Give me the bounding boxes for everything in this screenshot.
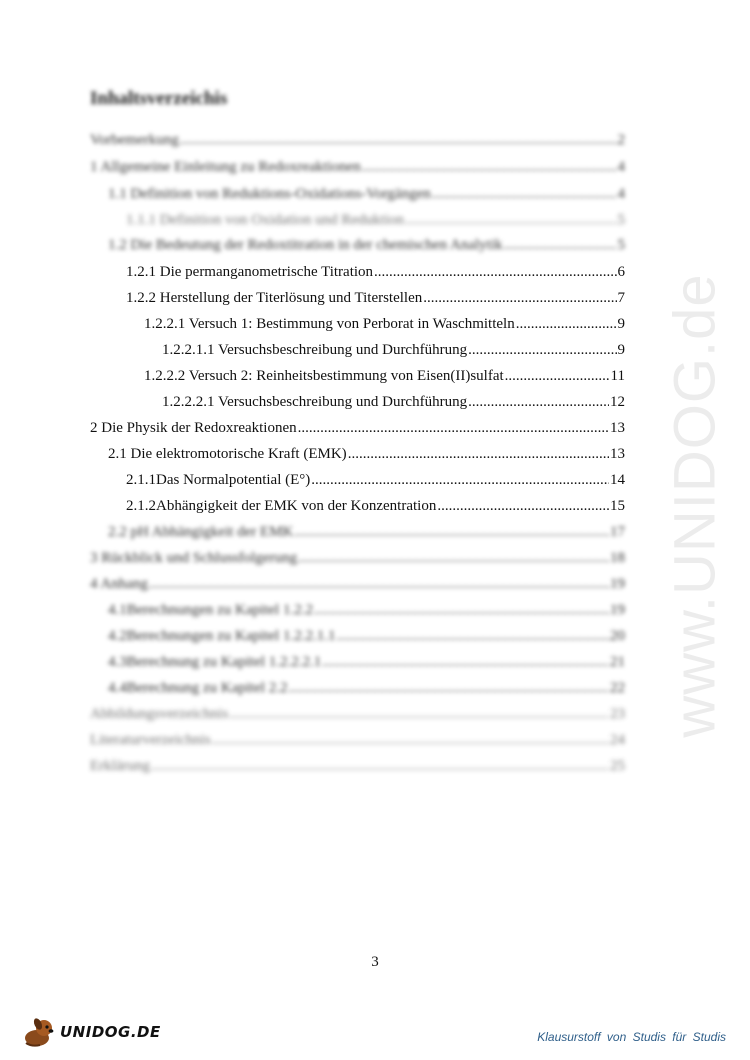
toc-entry[interactable]: Abbildungsverzeichnis ..... 23 xyxy=(90,705,625,723)
toc-entry[interactable]: 1.1.1 Definition von Oxidation und Reduktion ..... 5 xyxy=(126,211,625,229)
toc-entry[interactable]: 4.2Berechnungen zu Kapitel 1.2.2.1.1 ..... 20 xyxy=(108,627,625,645)
toc-entry[interactable]: 4.3Berechnung zu Kapitel 1.2.2.2.1 ..... 21 xyxy=(108,653,625,671)
logo-text: UNIDOG.DE xyxy=(60,1023,161,1041)
watermark-text: www.UNIDOG.de xyxy=(662,272,728,738)
toc-heading: Inhaltsverzeichis xyxy=(90,88,228,109)
footer-tagline: Klausurstoff von Studis für Studis xyxy=(537,1030,726,1044)
toc-entry[interactable]: 1.2.2.2.1 Versuchsbeschreibung und Durchführung ..... 12 xyxy=(162,393,625,411)
toc-entry[interactable]: 2.1 Die elektromotorische Kraft (EMK) ..... 13 xyxy=(108,445,625,463)
toc-entry[interactable]: 1.2 Die Bedeutung der Redoxtitration in der chemischen Analytik ..... 5 xyxy=(108,236,625,254)
toc-entry[interactable]: 2 Die Physik der Redoxreaktionen ..... 13 xyxy=(90,419,625,437)
toc-entry[interactable]: 1.1 Definition von Reduktions-Oxidations-Vorgängen ..... 4 xyxy=(108,185,625,203)
toc-entry[interactable]: Literaturverzeichnis ..... 24 xyxy=(90,731,625,749)
toc-entry[interactable]: 1.2.1 Die permanganometrische Titration ..... 6 xyxy=(126,263,625,281)
toc-entry[interactable]: Vorbemerkung ..... 2 xyxy=(90,131,625,149)
toc-entry[interactable]: 1 Allgemeine Einleitung zu Redoxreaktionen ..... 4 xyxy=(90,158,625,176)
toc-entry[interactable]: 3 Rückblick und Schlussfolgerung ..... 18 xyxy=(90,549,625,567)
toc-entry[interactable]: 2.1.1Das Normalpotential (E°) ..... 14 xyxy=(126,471,625,489)
dog-mascot-icon xyxy=(22,1016,58,1048)
toc-entry[interactable]: 1.2.2 Herstellung der Titerlösung und Titerstellen ..... 7 xyxy=(126,289,625,307)
toc-entry[interactable]: 1.2.2.1 Versuch 1: Bestimmung von Perborat in Waschmitteln ..... 9 xyxy=(144,315,625,333)
toc-entry[interactable]: Erklärung ..... 25 xyxy=(90,757,625,775)
toc-entry[interactable]: 1.2.2.1.1 Versuchsbeschreibung und Durchführung ..... 9 xyxy=(162,341,625,359)
page-number: 3 xyxy=(371,954,379,970)
toc-entry[interactable]: 1.2.2.2 Versuch 2: Reinheitsbestimmung von Eisen(II)sulfat ..... 11 xyxy=(144,367,625,385)
toc-entry[interactable]: 2.1.2Abhängigkeit der EMK von der Konzentration ..... 15 xyxy=(126,497,625,515)
toc-entry[interactable]: 4.1Berechnungen zu Kapitel 1.2.2 ..... 19 xyxy=(108,601,625,619)
toc-entry[interactable]: 4.4Berechnung zu Kapitel 2.2 ..... 22 xyxy=(108,679,625,697)
toc-entry[interactable]: 2.2 pH Abhängigkeit der EMK ..... 17 xyxy=(108,523,625,541)
toc-entry[interactable]: 4 Anhang ..... 19 xyxy=(90,575,625,593)
unidog-logo[interactable] xyxy=(22,1016,161,1048)
